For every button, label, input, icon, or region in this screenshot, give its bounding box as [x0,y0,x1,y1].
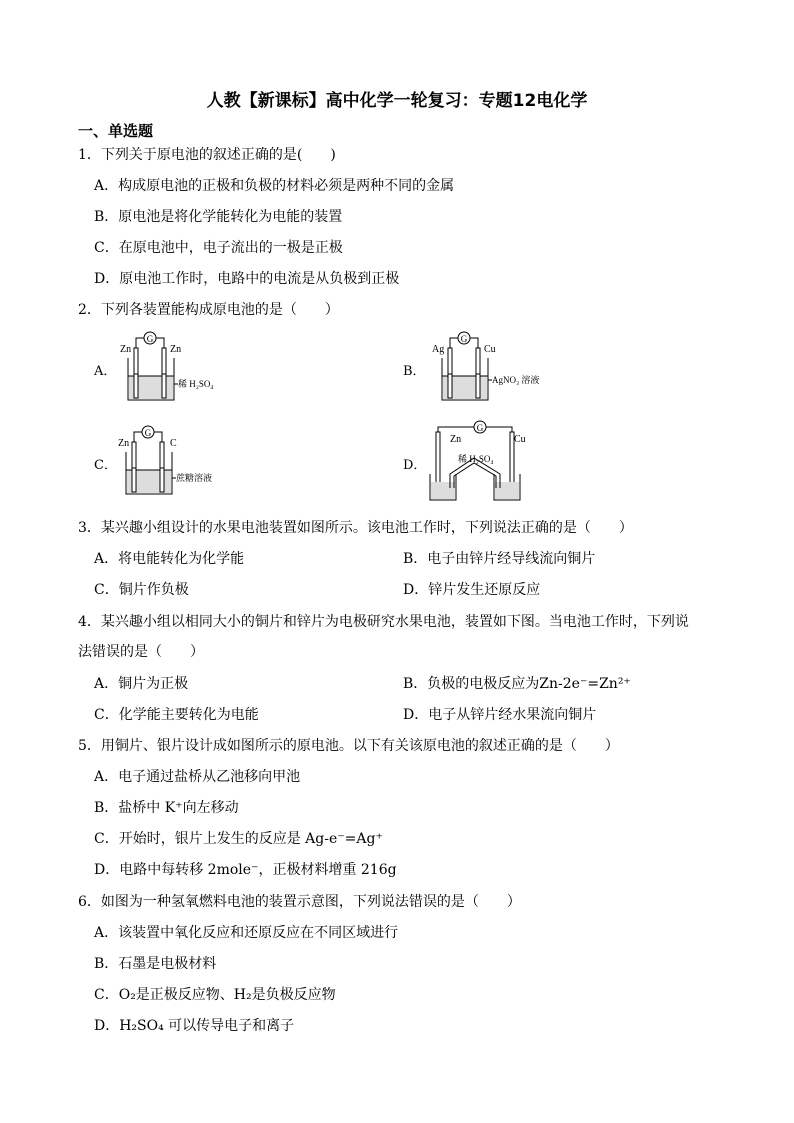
svg-text:Cu: Cu [514,434,526,445]
q4-option-b: B．负极的电极反应为Zn-2e⁻=Zn²⁺ [403,676,631,692]
svg-text:G: G [460,334,468,344]
question-4-stem-line1: 4．某兴趣小组以相同大小的铜片和锌片为电极研究水果电池，装置如下图。当电池工作时，下列说 [78,614,689,630]
apparatus-d-diagram [428,418,550,504]
q5-option-d: D．电路中每转移 2mole⁻，正极材料增重 216g [94,862,397,878]
question-1-stem: 1．下列关于原电池的叙述正确的是( ) [78,147,336,163]
q5-option-c: C．开始时，银片上发生的反应是 Ag-e⁻=Ag⁺ [94,831,383,847]
svg-text:Zn: Zn [118,438,130,449]
q4-option-c: C．化学能主要转化为电能 [94,707,259,723]
question-6-stem: 6．如图为一种氢氧燃料电池的装置示意图，下列说法错误的是（ ） [78,894,521,910]
svg-text:Zn: Zn [170,344,182,355]
q5-option-a: A．电子通过盐桥从乙池移向甲池 [94,769,301,785]
apparatus-c-diagram [118,422,238,498]
svg-text:G: G [476,423,484,433]
svg-text:稀 H₂SO₄: 稀 H₂SO₄ [178,379,214,389]
q5-option-b: B．盐桥中 K⁺向左移动 [94,800,239,816]
svg-text:Ag: Ag [432,344,445,355]
q4-option-a: A．铜片为正极 [94,676,189,692]
svg-text:C: C [170,438,177,449]
q6-option-b: B．石墨是电极材料 [94,956,217,972]
q3-option-c: C．铜片作负极 [94,582,189,598]
svg-text:稀 H₂SO₄: 稀 H₂SO₄ [458,454,494,464]
svg-text:蔗糖溶液: 蔗糖溶液 [176,473,213,483]
svg-text:Zn: Zn [450,434,462,445]
page-title: 人教【新课标】高中化学一轮复习：专题12电化学 [206,91,588,111]
svg-text:G: G [144,428,152,438]
q3-option-d: D．锌片发生还原反应 [403,582,541,598]
q1-option-b: B．原电池是将化学能转化为电能的装置 [94,209,343,225]
question-5-stem: 5．用铜片、银片设计成如图所示的原电池。以下有关该原电池的叙述正确的是（ ） [78,738,619,754]
svg-text:Zn: Zn [120,344,132,355]
q2-figure-label-c: C． [94,458,117,473]
q4-option-d: D．电子从锌片经水果流向铜片 [403,707,597,723]
q3-option-b: B．电子由锌片经导线流向铜片 [403,551,596,567]
q2-figure-label-a: A． [94,364,117,379]
q6-option-a: A．该装置中氧化反应和还原反应在不同区域进行 [94,925,399,941]
q6-option-c: C．O₂是正极反应物、H₂是负极反应物 [94,987,336,1003]
q2-figure-label-b: B． [403,364,426,379]
apparatus-a-diagram [118,328,228,404]
section-heading: 一、单选题 [78,122,154,140]
svg-text:Cu: Cu [484,344,496,355]
q6-option-d: D．H₂SO₄ 可以传导电子和离子 [94,1018,295,1034]
q1-option-d: D．原电池工作时，电路中的电流是从负极到正极 [94,271,400,287]
question-3-stem: 3．某兴趣小组设计的水果电池装置如图所示。该电池工作时，下列说法正确的是（ ） [78,520,633,536]
apparatus-b-diagram [430,328,560,404]
question-4-stem-line2: 法错误的是（ ） [78,644,204,660]
q1-option-a: A．构成原电池的正极和负极的材料必须是两种不同的金属 [94,178,455,194]
question-2-stem: 2．下列各装置能构成原电池的是（ ） [78,302,339,318]
svg-text:AgNO₃ 溶液: AgNO₃ 溶液 [492,375,540,385]
q1-option-c: C．在原电池中，电子流出的一极是正极 [94,240,343,256]
q2-figure-label-d: D． [403,458,427,473]
svg-text:G: G [146,334,154,344]
q3-option-a: A．将电能转化为化学能 [94,551,245,567]
